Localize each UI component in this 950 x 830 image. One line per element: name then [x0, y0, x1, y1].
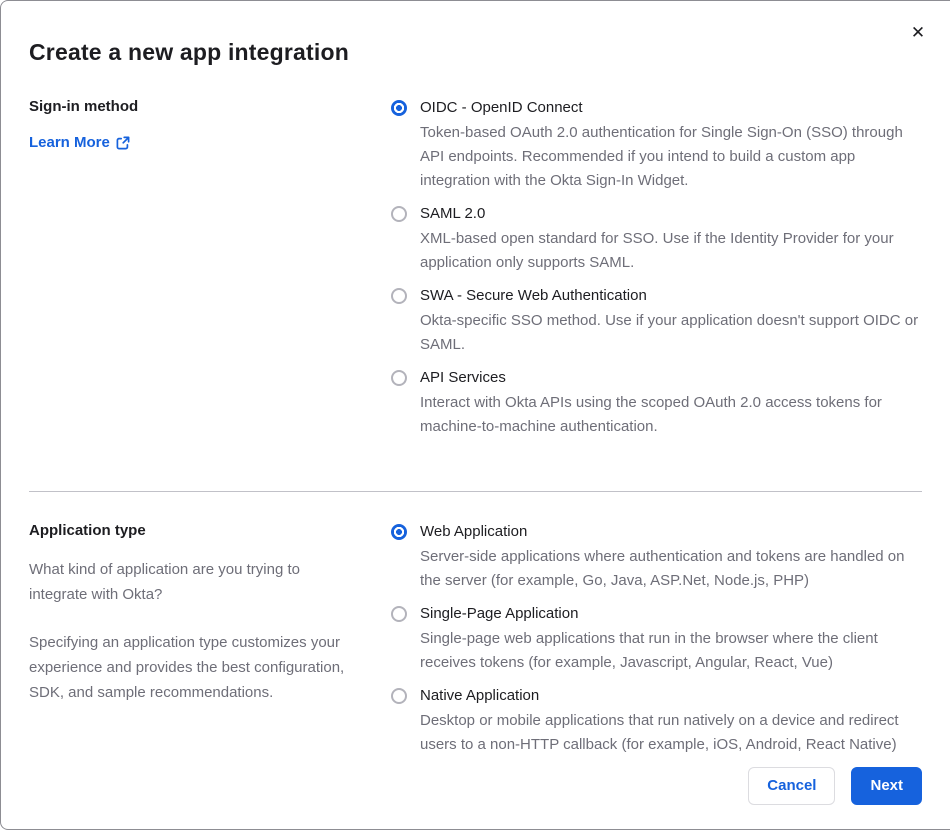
- radio-button-oidc[interactable]: [391, 100, 407, 116]
- radio-option-native-application[interactable]: [391, 685, 922, 757]
- signin-method-label: Sign-in method: [29, 98, 139, 115]
- application-type-options: [391, 521, 922, 767]
- option-label-swa: SWA - Secure Web Authentication: [420, 287, 647, 304]
- option-description-api-services: Interact with Okta APIs using the scoped OAuth 2.0 access tokens for machine-to-machine authentication.: [420, 394, 882, 435]
- next-button[interactable]: Next: [851, 767, 922, 805]
- section-divider: [29, 491, 922, 492]
- radio-button-native-application[interactable]: [391, 688, 407, 704]
- application-type-section: [1, 521, 950, 767]
- option-text: [420, 367, 922, 439]
- cancel-button[interactable]: Cancel: [748, 767, 835, 805]
- radio-button-web-application[interactable]: [391, 524, 407, 540]
- option-text: [420, 603, 922, 675]
- option-description-saml: XML-based open standard for SSO. Use if the Identity Provider for your application only supports SAML.: [420, 230, 894, 271]
- application-type-description-2: Specifying an application type customizes your experience and provides the best configuration, SDK, and sample recommendations.: [29, 634, 345, 701]
- application-type-left-column: [29, 521, 359, 767]
- radio-option-saml[interactable]: [391, 203, 922, 275]
- option-text: [420, 685, 922, 757]
- option-text: [420, 97, 922, 193]
- option-text: [420, 285, 922, 357]
- close-icon[interactable]: ✕: [906, 21, 930, 45]
- radio-option-web-application[interactable]: [391, 521, 922, 593]
- option-text: [420, 203, 922, 275]
- application-type-description-1: What kind of application are you trying to integrate with Okta?: [29, 561, 300, 603]
- option-description-oidc: Token-based OAuth 2.0 authentication for Single Sign-On (SSO) through API endpoints. Recommended if you intend to build a custom app integration with the Okta Sign-In Widget.: [420, 124, 903, 189]
- application-type-label: Application type: [29, 522, 146, 539]
- option-label-oidc: OIDC - OpenID Connect: [420, 99, 583, 116]
- radio-button-single-page-application[interactable]: [391, 606, 407, 622]
- radio-option-oidc[interactable]: [391, 97, 922, 193]
- option-label-saml: SAML 2.0: [420, 205, 486, 222]
- option-label-web-application: Web Application: [420, 523, 528, 540]
- learn-more-label: Learn More: [29, 134, 110, 151]
- option-description-swa: Okta-specific SSO method. Use if your application doesn't support OIDC or SAML.: [420, 312, 919, 353]
- option-label-single-page-application: Single-Page Application: [420, 605, 579, 622]
- option-description-single-page-application: Single-page web applications that run in the browser where the client receives tokens (for example, Javascript, Angular, React, Vue): [420, 630, 878, 671]
- signin-method-section: [1, 97, 950, 449]
- radio-button-swa[interactable]: [391, 288, 407, 304]
- external-link-icon: [116, 136, 130, 150]
- radio-option-api-services[interactable]: [391, 367, 922, 439]
- option-label-api-services: API Services: [420, 369, 506, 386]
- dialog-title: Create a new app integration: [29, 39, 349, 65]
- radio-option-single-page-application[interactable]: [391, 603, 922, 675]
- radio-button-api-services[interactable]: [391, 370, 407, 386]
- option-description-native-application: Desktop or mobile applications that run natively on a device and redirect users to a non-HTTP callback (for example, iOS, Android, React Native): [420, 712, 899, 753]
- signin-method-left-column: [29, 97, 359, 449]
- dialog-footer: [748, 767, 922, 805]
- learn-more-link[interactable]: [29, 134, 130, 151]
- option-text: [420, 521, 922, 593]
- dialog-header: [1, 1, 950, 66]
- option-label-native-application: Native Application: [420, 687, 540, 704]
- option-description-web-application: Server-side applications where authentication and tokens are handled on the server (for example, Go, Java, ASP.Net, Node.js, PHP): [420, 548, 905, 589]
- signin-method-options: [391, 97, 922, 449]
- radio-button-saml[interactable]: [391, 206, 407, 222]
- radio-option-swa[interactable]: [391, 285, 922, 357]
